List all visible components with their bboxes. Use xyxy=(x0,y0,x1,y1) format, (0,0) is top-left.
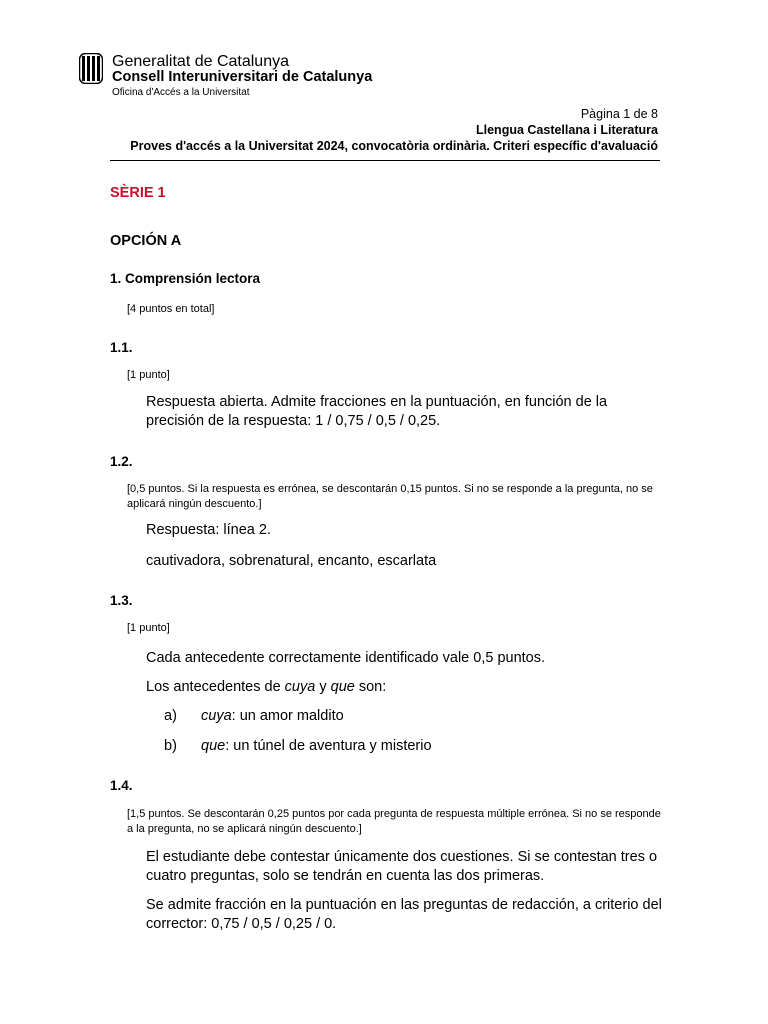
text2-post: son: xyxy=(354,679,387,695)
question-1-3-note: [1 punto] xyxy=(127,622,170,634)
org-name-consell: Consell Interuniversitari de Catalunya xyxy=(112,69,373,85)
question-1-2-answer: Respuesta: línea 2. xyxy=(146,522,271,538)
item-a-word: cuya xyxy=(201,708,232,724)
list-item-a-marker: a) xyxy=(164,708,177,724)
text2-pre: Los antecedentes de xyxy=(146,679,285,695)
text2-word-cuya: cuya xyxy=(284,679,316,695)
question-1-2-note: [0,5 puntos. Si la respuesta es errónea, se descontarán 0,15 puntos. Si no se responde a la pregunta, no se aplicará ningún descuento.] xyxy=(127,483,653,510)
question-1-3-text2 xyxy=(146,678,666,697)
question-1-3-label: 1.3. xyxy=(110,593,133,608)
page-number: Pàgina 1 de 8 xyxy=(580,107,658,121)
question-1-4-label: 1.4. xyxy=(110,778,133,793)
item-a-rest: : un amor maldito xyxy=(231,708,344,724)
text2-mid: y xyxy=(315,679,331,695)
question-1-1-text: Respuesta abierta. Admite fracciones en la puntuación, en función de la precisión de la respuesta: 1 / 0,75 / 0,5 / 0,25. xyxy=(146,394,608,429)
question-1-2-words: cautivadora, sobrenatural, encanto, escarlata xyxy=(146,553,437,569)
subject-title: Llengua Castellana i Literatura xyxy=(476,123,658,137)
question-1-4-text2: Se admite fracción en la puntuación en las preguntas de redacción, a criterio del corrector: 0,75 / 0,5 / 0,25 / 0. xyxy=(146,897,662,932)
item-b-rest: : un túnel de aventura y misterio xyxy=(225,738,432,754)
question-1-4-note: [1,5 puntos. Se descontarán 0,25 puntos por cada pregunta de respuesta múltiple errónea. Si no se responde a la pregunta, no se aplicará ningún descuento.] xyxy=(127,808,661,835)
text2-word-que: que xyxy=(330,679,355,695)
serie-heading: SÈRIE 1 xyxy=(110,185,166,201)
org-name-generalitat: Generalitat de Catalunya xyxy=(112,53,289,70)
list-item-b-marker: b) xyxy=(164,738,177,754)
org-name-oficina: Oficina d'Accés a la Universitat xyxy=(112,87,250,98)
question-1-1-label: 1.1. xyxy=(110,340,133,355)
question-1-4-text1: El estudiante debe contestar únicamente dos cuestiones. Si se contestan tres o cuatro preguntas, solo se tendrán en cuenta las dos primeras. xyxy=(146,849,658,884)
list-item-b-text xyxy=(201,738,432,754)
question-1-2-label: 1.2. xyxy=(110,454,133,469)
item-b-word: que xyxy=(201,738,226,754)
list-item-a-text xyxy=(201,708,344,724)
section-heading: 1. Comprensión lectora xyxy=(110,271,261,286)
exam-title: Proves d'accés a la Universitat 2024, convocatòria ordinària. Criteri específic d'avaluació xyxy=(130,139,658,153)
question-1-1-note: [1 punto] xyxy=(127,369,170,381)
question-1-3-text1: Cada antecedente correctamente identificado vale 0,5 puntos. xyxy=(146,650,546,666)
header-divider xyxy=(110,160,660,161)
generalitat-logo xyxy=(79,53,103,84)
section-points-note: [4 puntos en total] xyxy=(127,303,215,315)
option-heading: OPCIÓN A xyxy=(110,233,182,249)
